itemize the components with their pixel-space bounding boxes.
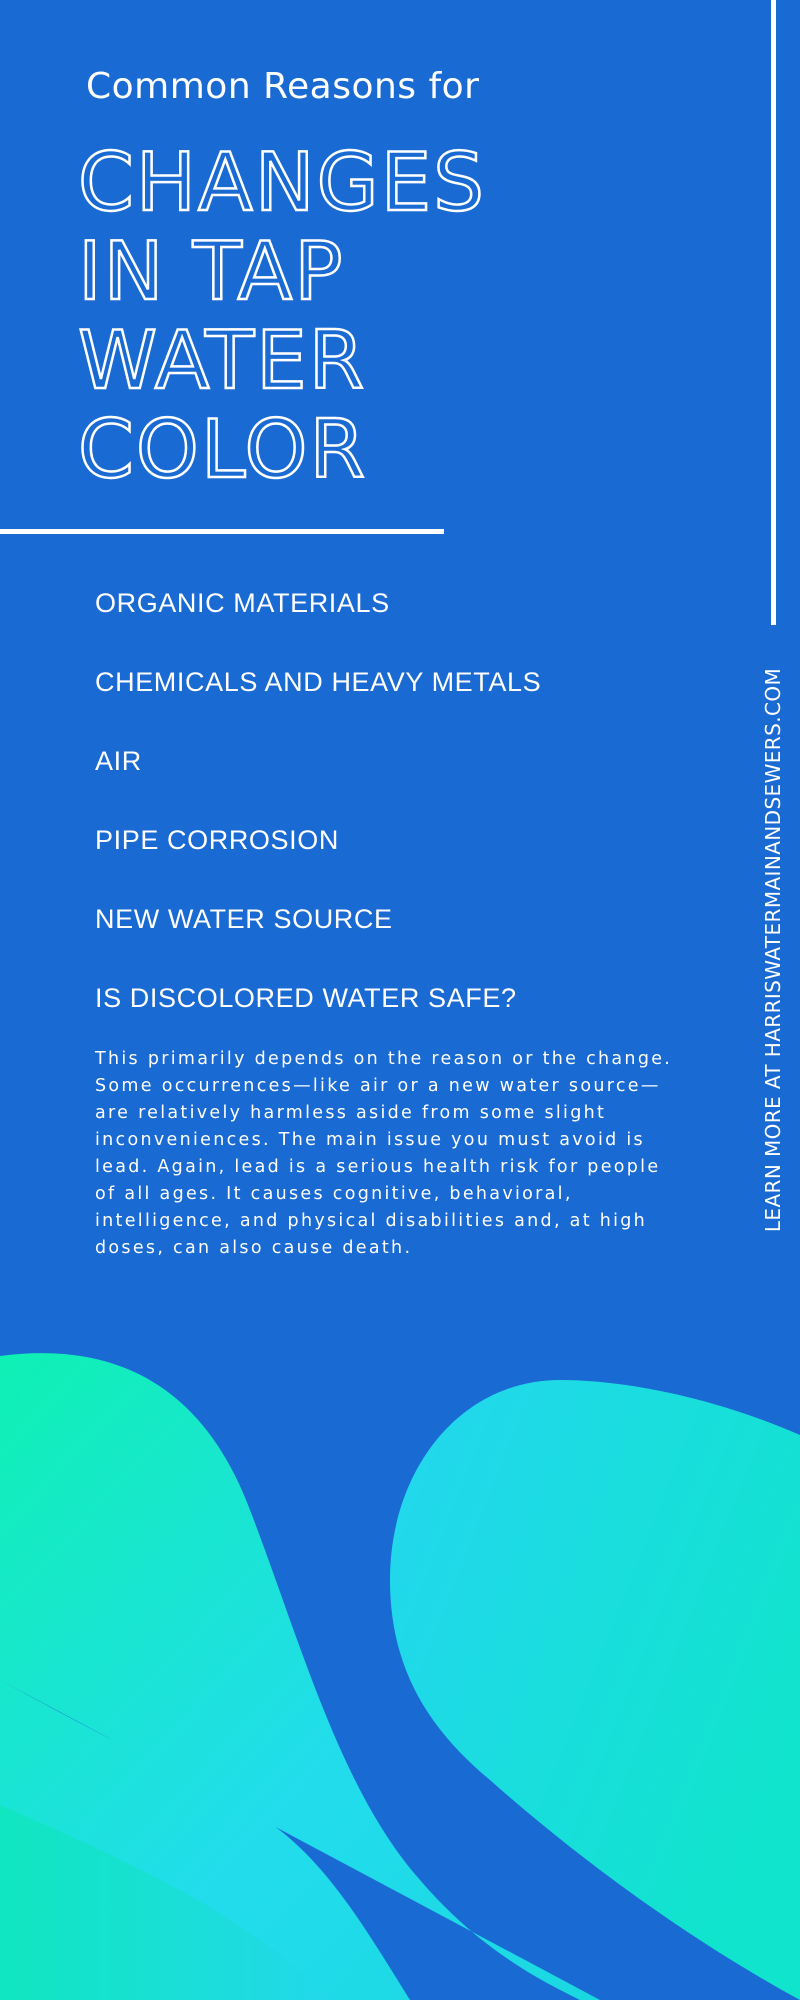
list-item: ORGANIC MATERIALS xyxy=(95,588,390,618)
horizontal-divider xyxy=(0,529,444,534)
list-item: AIR xyxy=(95,746,142,776)
list-item: PIPE CORROSION xyxy=(95,825,339,855)
wave-right xyxy=(390,1380,800,2000)
title-line: WATER xyxy=(78,314,367,407)
title-line: CHANGES xyxy=(78,136,486,229)
reasons-list xyxy=(95,583,541,1057)
list-item: CHEMICALS AND HEAVY METALS xyxy=(95,667,542,697)
list-item: NEW WATER SOURCE xyxy=(95,904,393,934)
body-paragraph: This primarily depends on the reason or the change. Some occurrences—like air or a new water source—are relatively harmless aside from some slight inconveniences. The main issue you must avoid is lead. Again, lead is a serious health risk for people of all ages. It causes cognitive, behavioral, intelligence, and physical disabilities and, at high doses, can also cause death. xyxy=(95,1049,673,1258)
decorative-waves xyxy=(0,1340,800,2000)
title-line: COLOR xyxy=(78,403,368,496)
page-title xyxy=(78,138,638,494)
vertical-divider xyxy=(771,0,776,625)
title-line: IN TAP xyxy=(78,225,345,318)
section-heading: IS DISCOLORED WATER SAFE? xyxy=(95,983,517,1013)
subtitle: Common Reasons for xyxy=(86,66,480,107)
website-link[interactable]: LEARN MORE AT HARRISWATERMAINANDSEWERS.COM xyxy=(761,667,785,1233)
